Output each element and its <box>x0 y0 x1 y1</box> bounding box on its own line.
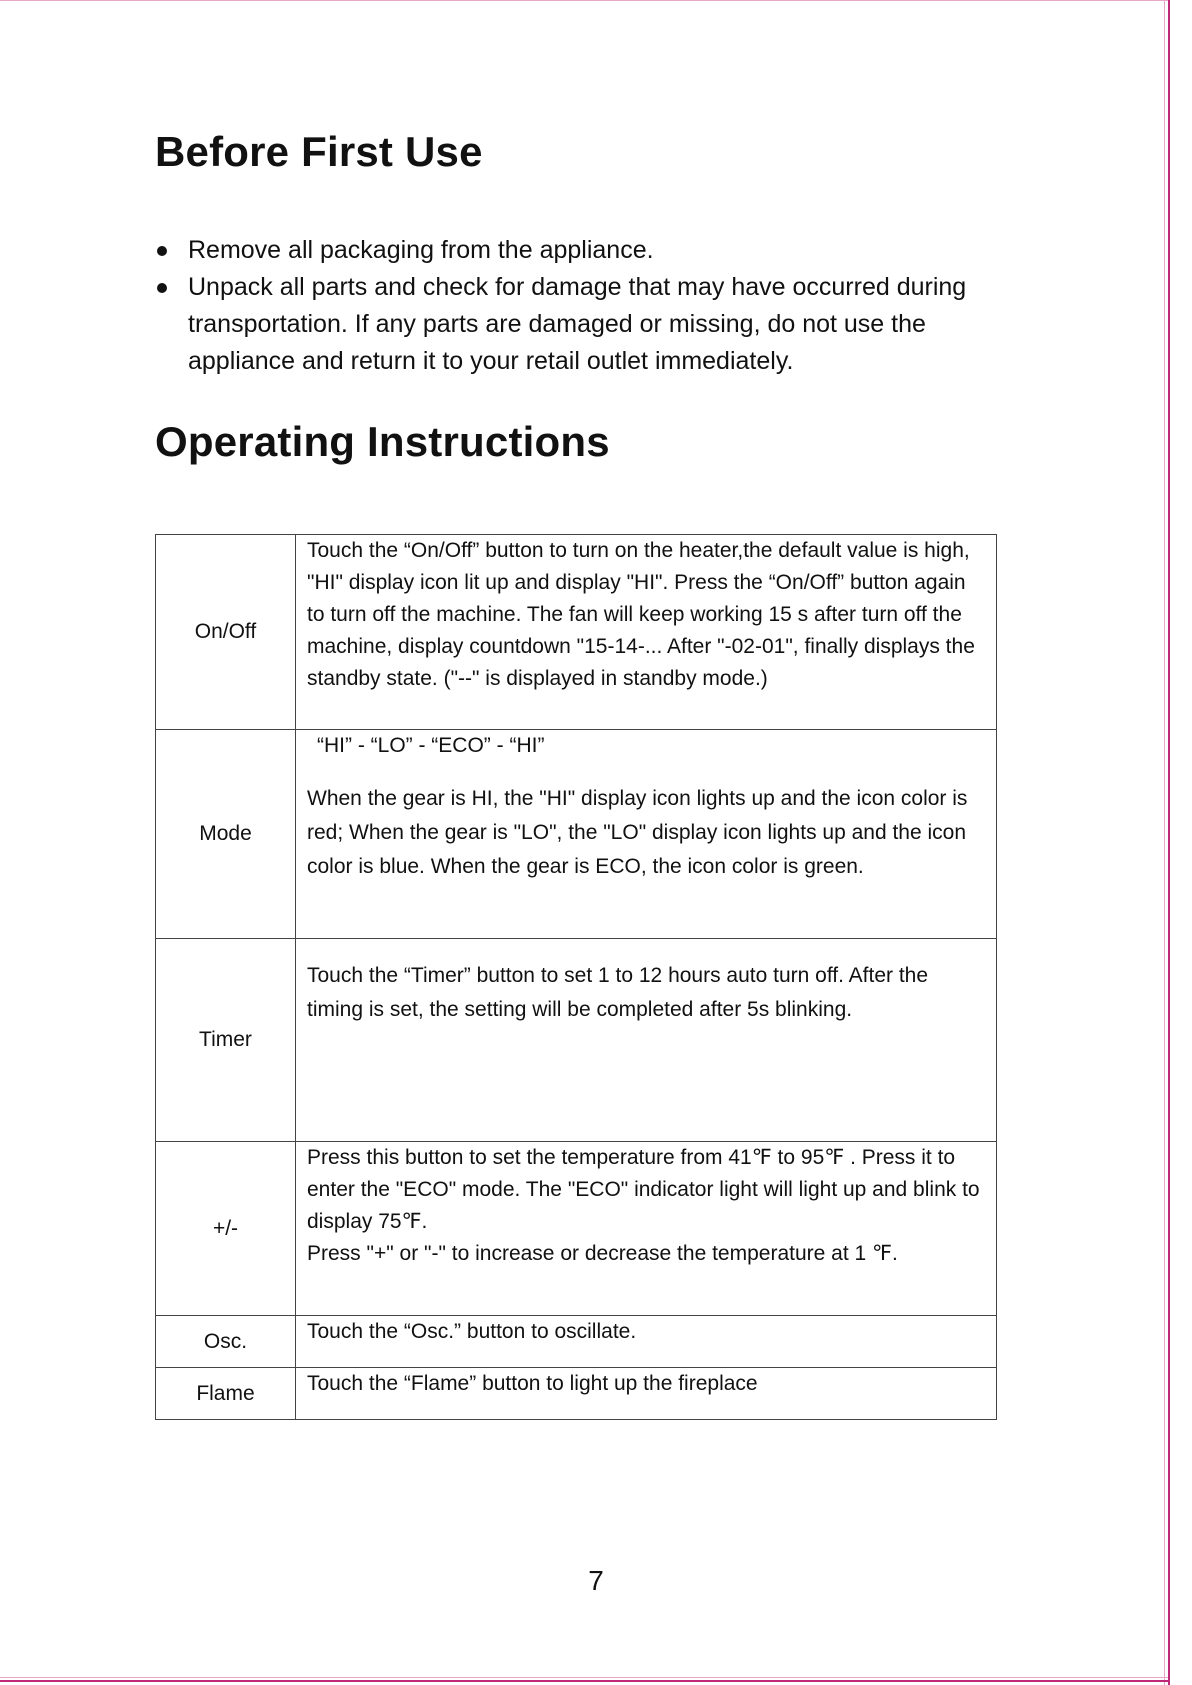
page-number: 7 <box>588 1565 604 1596</box>
bullet-icon <box>157 246 167 256</box>
description-text: Touch the “Flame” button to light up the fireplace <box>307 1372 758 1395</box>
row-label: Mode <box>156 730 296 939</box>
description-text: When the gear is HI, the "HI" display icon lights up and the icon color is red; When the gear is "LO", the "LO" display icon lights up and the icon color is blue. When the gear is ECO, the icon color is green. <box>307 787 968 878</box>
table-row <box>156 1142 997 1316</box>
section-title-operating-instructions: Operating Instructions <box>155 418 610 465</box>
table-row <box>156 535 997 730</box>
row-label: Timer <box>156 939 296 1142</box>
description-text: Touch the “Osc.” button to oscillate. <box>307 1320 637 1343</box>
row-label: Flame <box>156 1368 296 1420</box>
description-text: Touch the “On/Off” button to turn on the heater,the default value is high, "HI" display icon lit up and display "HI". Press the “On/Off” button again to turn off the machine. The fan will keep working 15 s after turn off the machine, display countdown "15-14-... After "-02-01", finally displays the standby state. ("--" is displayed in standby mode.) <box>307 539 975 690</box>
page-border-right-inner <box>1164 0 1165 1685</box>
page-border-right <box>1168 0 1170 1685</box>
page-border-top <box>0 0 1168 1</box>
list-item <box>155 269 1005 380</box>
description-text-2: Press "+" or "-" to increase or decrease the temperature at 1 ℉. <box>307 1242 898 1265</box>
row-label: +/- <box>156 1142 296 1316</box>
row-label: Osc. <box>156 1316 296 1368</box>
row-description <box>296 730 997 939</box>
section-title-before-first-use: Before First Use <box>155 128 483 175</box>
before-first-use-list <box>155 232 1005 380</box>
mode-sequence: “HI” - “LO” - “ECO” - “HI” <box>317 734 545 757</box>
row-description <box>296 535 997 730</box>
list-item-text: Unpack all parts and check for damage that may have occurred during transportation. If any parts are damaged or missing, do not use the appliance and return it to your retail outlet immediately. <box>188 273 967 375</box>
list-item <box>155 232 1005 269</box>
table-row <box>156 1316 997 1368</box>
row-description <box>296 1316 997 1368</box>
row-description <box>296 939 997 1142</box>
description-text: Press this button to set the temperature from 41℉ to 95℉ . Press it to enter the "ECO" mode. The "ECO" indicator light will light up and blink to display 75℉. <box>307 1146 980 1233</box>
row-description <box>296 1142 997 1316</box>
row-description <box>296 1368 997 1420</box>
description-text: Touch the “Timer” button to set 1 to 12 hours auto turn off. After the timing is set, the setting will be completed after 5s blinking. <box>307 964 929 1021</box>
table-row <box>156 1368 997 1420</box>
operating-instructions-table <box>155 534 997 1420</box>
table-row <box>156 939 997 1142</box>
table-row <box>156 730 997 939</box>
row-label: On/Off <box>156 535 296 730</box>
list-item-text: Remove all packaging from the appliance. <box>188 236 654 264</box>
page-border-bottom-inner <box>0 1677 1168 1678</box>
page-border-bottom <box>0 1680 1168 1682</box>
bullet-icon <box>157 283 167 293</box>
